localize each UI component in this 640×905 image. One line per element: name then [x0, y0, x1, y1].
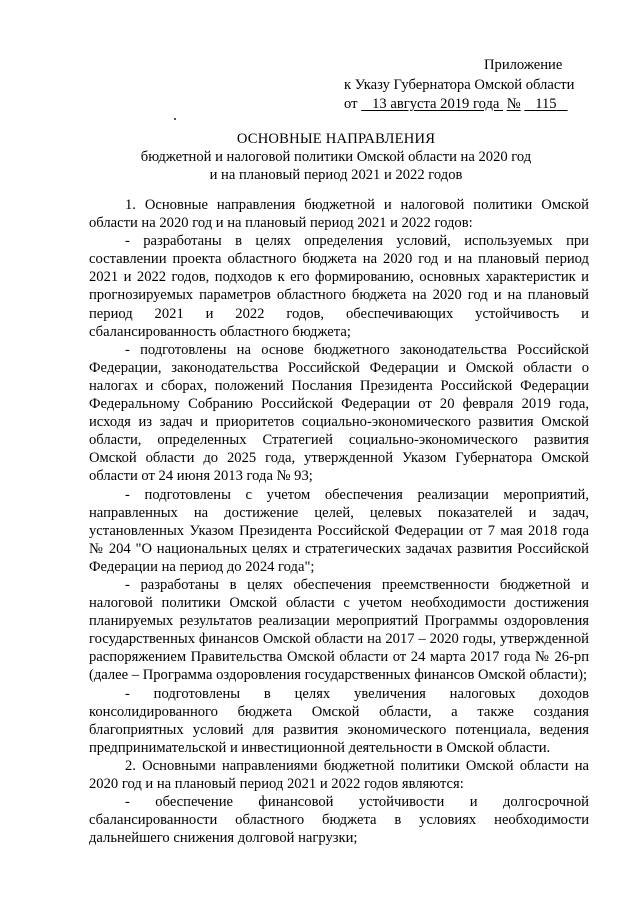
bullet-item: - обеспечение финансовой устойчивости и долгосрочной сбалансированности областного бюджета в условиях необходимости дальнейшего снижения долговой нагрузки;	[89, 794, 589, 847]
bullet-item: - подготовлены с учетом обеспечения реализации мероприятий, направленных на достижение целей, целевых показателей и задач, установленных Указом Президента Российской Федерации от 7 мая 2018 года № 204 "О национальных целях и стратегических задачах развития Российской Федерации на период до 2024 года";	[89, 486, 589, 575]
document-subtitle-line2: и на плановый период 2021 и 2022 годов	[209, 167, 463, 184]
scan-artifact	[174, 118, 176, 120]
decree-date	[361, 96, 503, 112]
decree-reference: к Указу Губернатора Омской области	[344, 77, 575, 93]
number-sign: №	[506, 96, 521, 112]
document-title: ОСНОВНЫЕ НАПРАВЛЕНИЯ	[236, 131, 436, 147]
bullet-item: - подготовлены на основе бюджетного законодательства Российской Федерации, законодательства Российской Федерации и Омской области о налогах и сборах, положений Послания Президента Российской Федерации Федеральному Собранию Российской Федерации от 20 февраля 2019 года, исходя из задач и приоритетов социально-экономического развития Омской области, определенных Стратегией социально-экономического развития Омской области до 2025 года, утвержденной Указом Губернатора Омской области от 24 июня 2013 года № 93;	[89, 341, 589, 485]
bullet-item: - подготовлены в целях увеличения налоговых доходов консолидированного бюджета Омской области, а также создания благоприятных условий для развития экономического потенциала, ведения предпринимательской и инвестиционной деятельности в Омской области.	[89, 685, 589, 756]
paragraph-1: 1. Основные направления бюджетной и налоговой политики Омской области на 2020 год и на плановый период 2021 и 2022 годов:	[89, 197, 589, 232]
date-prefix: от	[344, 96, 358, 112]
appendix-label: Приложение	[484, 57, 563, 73]
decree-date-line	[344, 95, 568, 113]
decree-number	[524, 96, 567, 112]
document-subtitle-line1: бюджетной и налоговой политики Омской области на 2020 год	[140, 149, 532, 166]
decree-number-value: 115	[535, 96, 557, 112]
bullet-item: - разработаны в целях обеспечения преемственности бюджетной и налоговой политики Омской области с учетом необходимости достижения планируемых результатов реализации мероприятий Программы оздоровления государственных финансов Омской области на 2017 – 2020 годы, утвержденной распоряжением Правительства Омской области от 24 марта 2017 года № 26-рп (далее – Программа оздоровления государственных финансов Омской области);	[89, 576, 589, 684]
document-body	[89, 196, 589, 847]
paragraph-2: 2. Основными направлениями бюджетной политики Омской области на 2020 год и на плановый период 2021 и 2022 годов являются:	[89, 757, 589, 792]
document-heading	[86, 130, 586, 184]
decree-date-value: 13 августа 2019 года	[372, 96, 500, 112]
bullet-item: - разработаны в целях определения условий, используемых при составлении проекта областного бюджета на 2020 год и на плановый период 2021 и 2022 годов, подходов к его формированию, основных характеристик и прогнозируемых параметров областного бюджета на 2020 год и на плановый период 2021 и 2022 годов, обеспечивающих устойчивость и сбалансированность областного бюджета;	[89, 233, 589, 340]
